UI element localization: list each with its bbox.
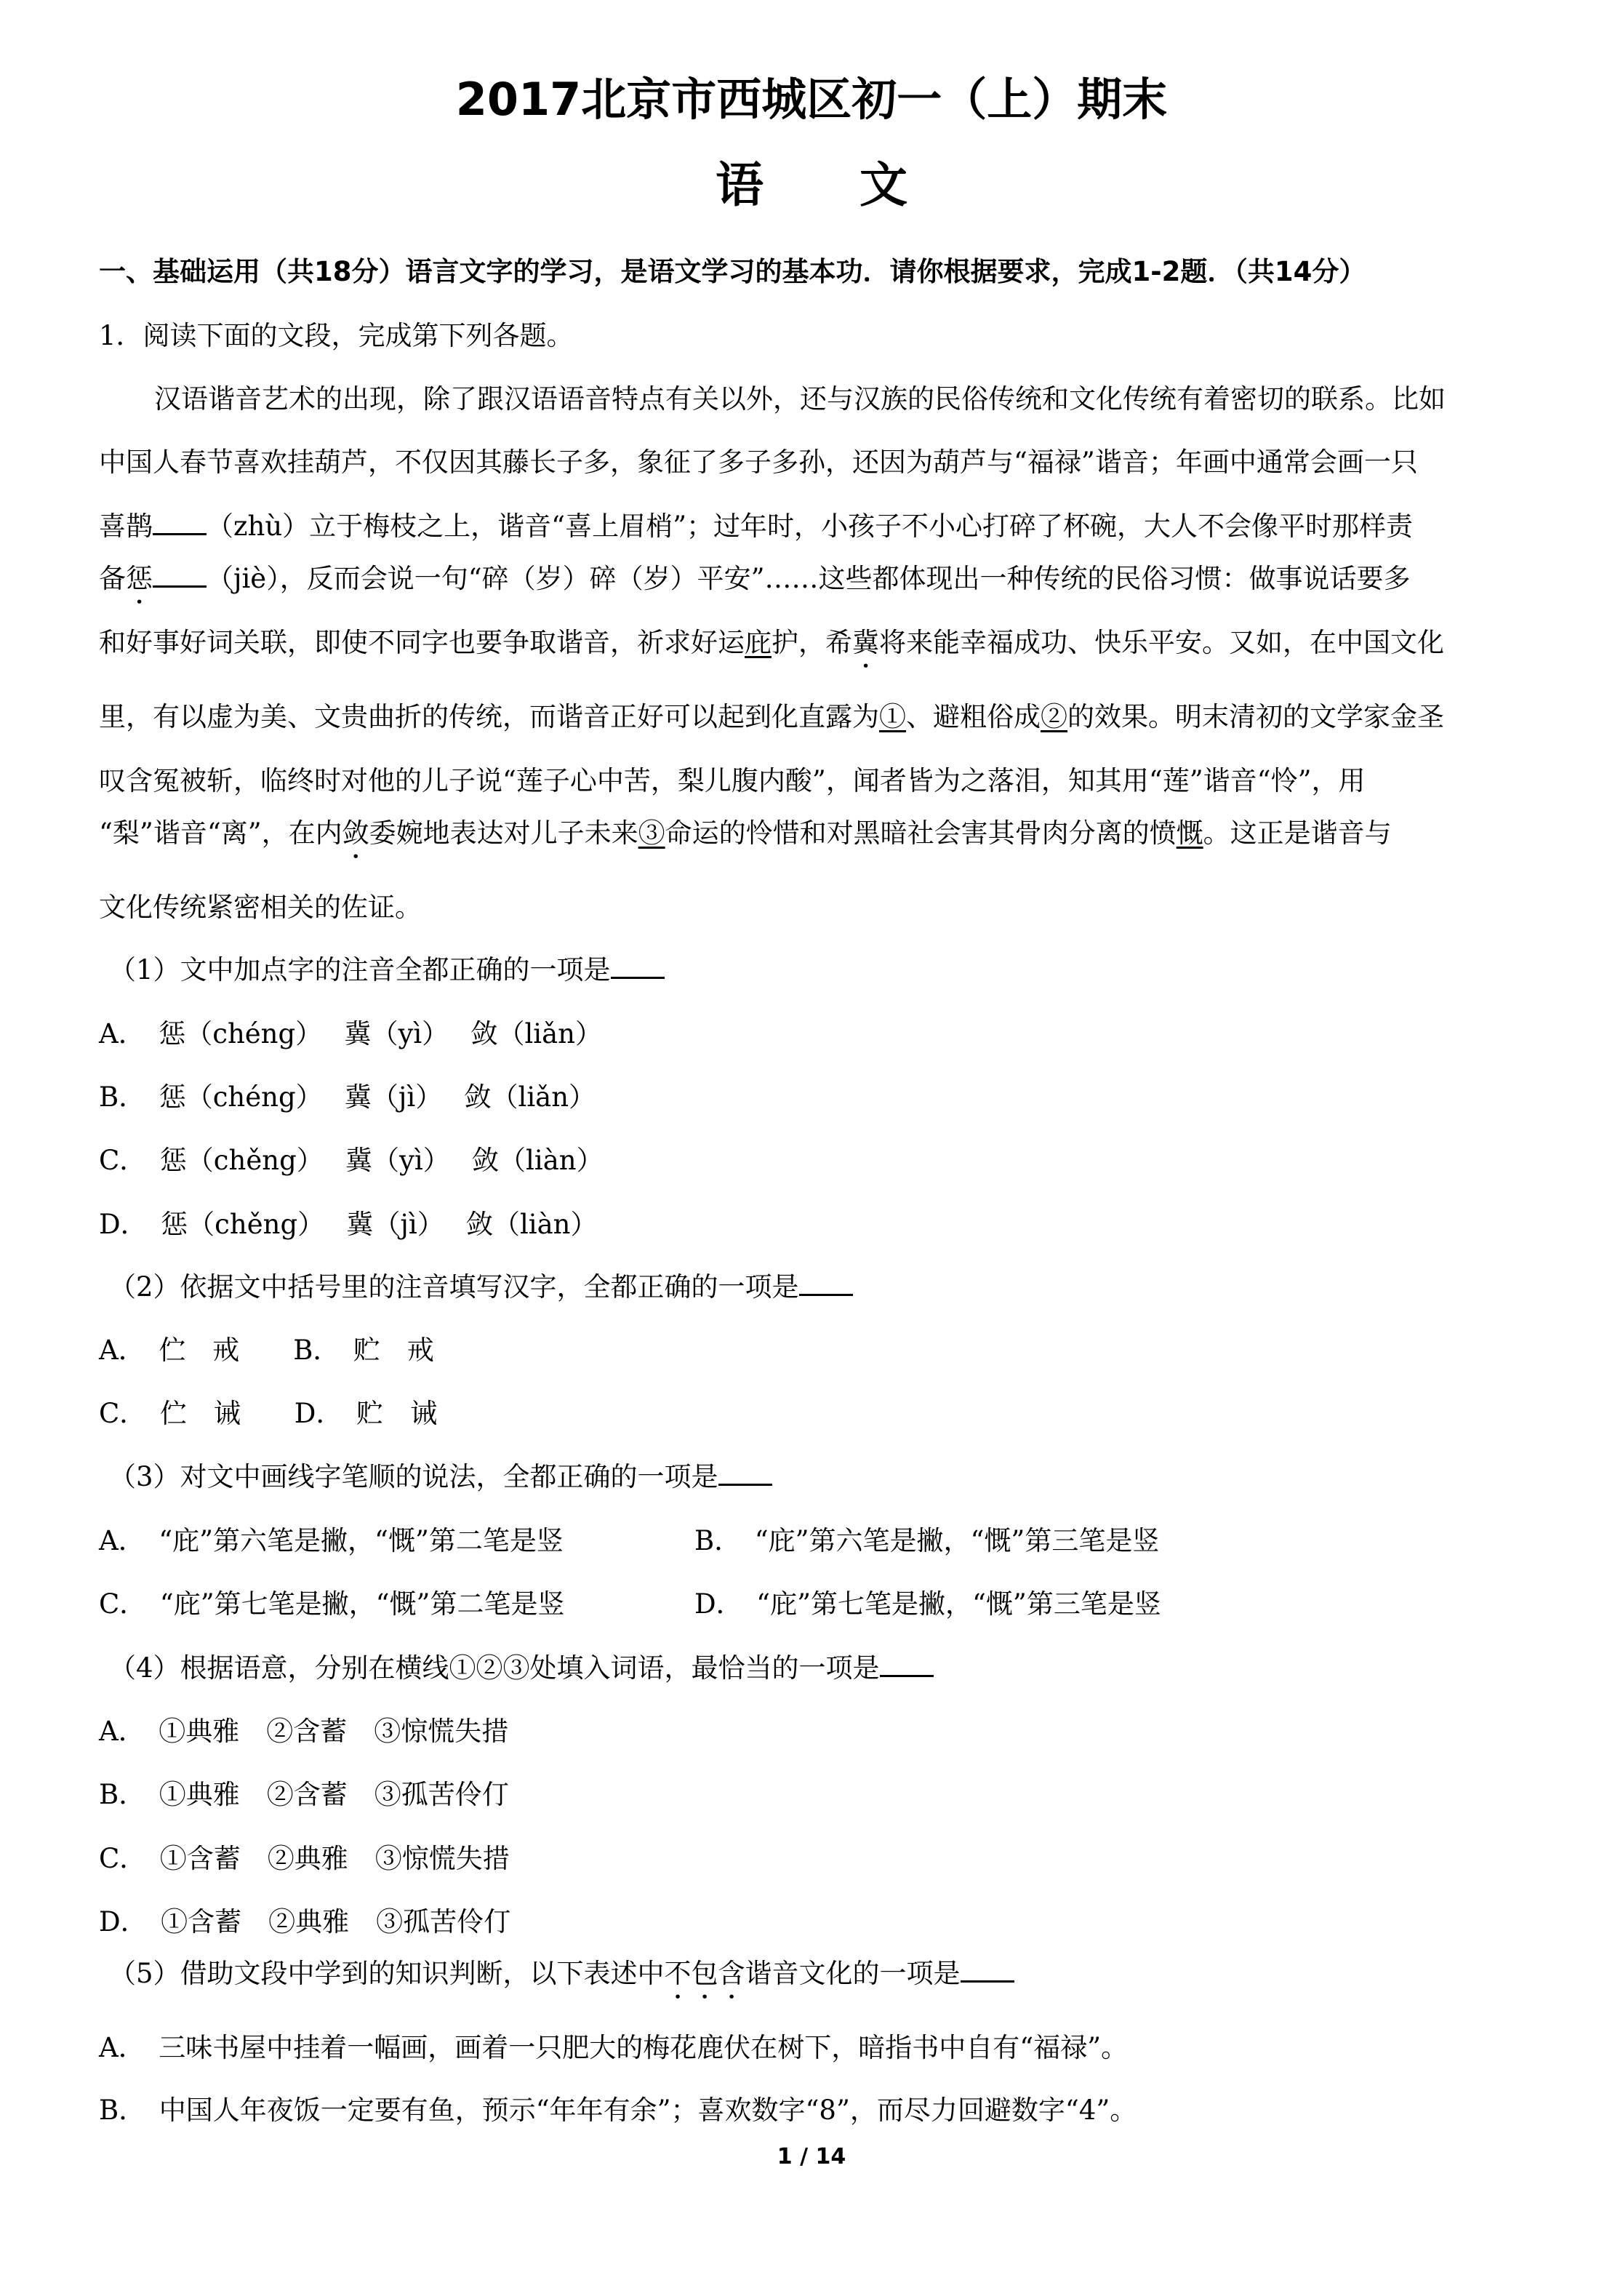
passage-line-4: 备惩 （jiè），反而会说一句“碎（岁）碎（岁）平安”……这些都体现出一种传统的民俗习惯：做事说话要多 bbox=[99, 563, 1411, 594]
passage-line-8: “梨”谐音“离”，在内敛委婉地表达对儿子未来③命运的怜惜和对黑暗社会害其骨肉分离的愤慨。这正是谐音与 bbox=[99, 817, 1392, 849]
section-heading: 一、基础运用（共18分）语言文字的学习，是语文学习的基本功．请你根据要求，完成1-2题．（共14分） bbox=[99, 256, 1366, 287]
emphasis-not-contain: 不包含 bbox=[664, 1958, 745, 1989]
sub4-option-d: D． ①含蓄 ②典雅 ③孤苦伶仃 bbox=[99, 1906, 511, 1937]
sub4-option-a: A． ①典雅 ②含蓄 ③惊慌失措 bbox=[99, 1716, 509, 1747]
sub1-option-c: C． 惩（chěng） 冀（yì） 敛（liàn） bbox=[99, 1145, 604, 1176]
passage-line-5: 和好事好词关联，即使不同字也要争取谐音，祈求好运庇护，希冀将来能幸福成功、快乐平安。又如，在中国文化 bbox=[99, 627, 1444, 658]
sub5-option-a: A． 三味书屋中挂着一幅画，画着一只肥大的梅花鹿伏在树下，暗指书中自有“福禄”。 bbox=[99, 2032, 1129, 2063]
question-intro: 1．阅读下面的文段，完成第下列各题。 bbox=[99, 320, 574, 351]
sub-question-2: （2）依据文中括号里的注音填写汉字，全都正确的一项是 bbox=[109, 1270, 853, 1305]
sub5-option-b: B． 中国人年夜饭一定要有鱼，预示“年年有余”；喜欢数字“8”，而尽力回避数字“4”。 bbox=[99, 2095, 1137, 2126]
passage-line-9: 文化传统紧密相关的佐证。 bbox=[99, 892, 422, 923]
sub3-option-b: B． “庇”第六笔是撇，“慨”第三笔是竖 bbox=[694, 1525, 1160, 1556]
underlined-char-kai: 慨 bbox=[1176, 817, 1203, 849]
sub3-option-c: C． “庇”第七笔是撇，“慨”第二笔是竖 bbox=[99, 1588, 565, 1620]
sub3-option-d: D． “庇”第七笔是撇，“慨”第三笔是竖 bbox=[694, 1588, 1161, 1620]
underlined-char-bi: 庇 bbox=[745, 627, 772, 658]
sub3-option-a: A． “庇”第六笔是撇，“慨”第二笔是竖 bbox=[99, 1525, 564, 1556]
sub1-option-d: D． 惩（chěng） 冀（jì） 敛（liàn） bbox=[99, 1209, 598, 1240]
sub1-option-b: B． 惩（chéng） 冀（jì） 敛（liǎn） bbox=[99, 1081, 596, 1113]
blank-marker-2: ② bbox=[1041, 701, 1067, 732]
passage-line-6: 里，有以虚为美、文贵曲折的传统，而谐音正好可以起到化直露为①、避粗俗成②的效果。明末清初的文学家金圣 bbox=[99, 701, 1444, 732]
page-number: 1 / 14 bbox=[777, 2144, 846, 2169]
passage-line-1: 汉语谐音艺术的出现，除了跟汉语语音特点有关以外，还与汉族的民俗传统和文化传统有着密切的联系。比如 bbox=[154, 383, 1446, 415]
answer-blank-4 bbox=[880, 1653, 934, 1677]
answer-blank-5 bbox=[961, 1959, 1014, 1983]
fill-blank-jie bbox=[153, 564, 207, 588]
dotted-char-cheng: 惩 bbox=[126, 563, 153, 594]
sub4-option-c: C． ①含蓄 ②典雅 ③惊慌失措 bbox=[99, 1843, 510, 1874]
answer-blank-3 bbox=[718, 1462, 772, 1486]
sub-question-4: （4）根据语意，分别在横线①②③处填入词语，最恰当的一项是 bbox=[109, 1651, 934, 1686]
subject-title: 语 文 bbox=[716, 157, 907, 213]
sub-question-5: （5）借助文段中学到的知识判断，以下表述中不包含谐音文化的一项是 bbox=[109, 1956, 1014, 2005]
sub2-options-row-2: C． 伫 诫 D． 贮 诫 bbox=[99, 1398, 437, 1429]
answer-blank-2 bbox=[799, 1272, 853, 1296]
answer-blank-1 bbox=[611, 955, 665, 979]
passage-line-3: 喜鹊 （zhù）立于梅枝之上，谐音“喜上眉梢”；过年时，小孩子不小心打碎了杯碗，大人不会像平时那样责 bbox=[99, 511, 1413, 542]
sub-question-3: （3）对文中画线字笔顺的说法，全都正确的一项是 bbox=[109, 1460, 772, 1495]
sub2-options-row-1: A． 伫 戒 B． 贮 戒 bbox=[99, 1335, 434, 1366]
dotted-char-lian: 敛 bbox=[342, 817, 369, 849]
blank-marker-1: ① bbox=[879, 701, 906, 732]
sub4-option-b: B． ①典雅 ②含蓄 ③孤苦伶仃 bbox=[99, 1779, 509, 1810]
dotted-char-ji: 冀 bbox=[852, 627, 879, 658]
blank-marker-3: ③ bbox=[638, 817, 665, 849]
sub-question-1: （1）文中加点字的注音全都正确的一项是 bbox=[109, 953, 665, 988]
exam-title: 2017北京市西城区初一（上）期末 bbox=[455, 73, 1168, 126]
passage-line-2: 中国人春节喜欢挂葫芦，不仅因其藤长子多，象征了多子多孙，还因为葫芦与“福禄”谐音；年画中通常会画一只 bbox=[99, 447, 1418, 478]
passage-line-7: 叹含冤被斩，临终时对他的儿子说“莲子心中苦，梨儿腹内酸”，闻者皆为之落泪，知其用“莲”谐音“怜”，用 bbox=[99, 765, 1366, 796]
fill-blank-zhu bbox=[153, 511, 207, 535]
sub1-option-a: A． 惩（chéng） 冀（yì） 敛（liǎn） bbox=[99, 1018, 602, 1049]
